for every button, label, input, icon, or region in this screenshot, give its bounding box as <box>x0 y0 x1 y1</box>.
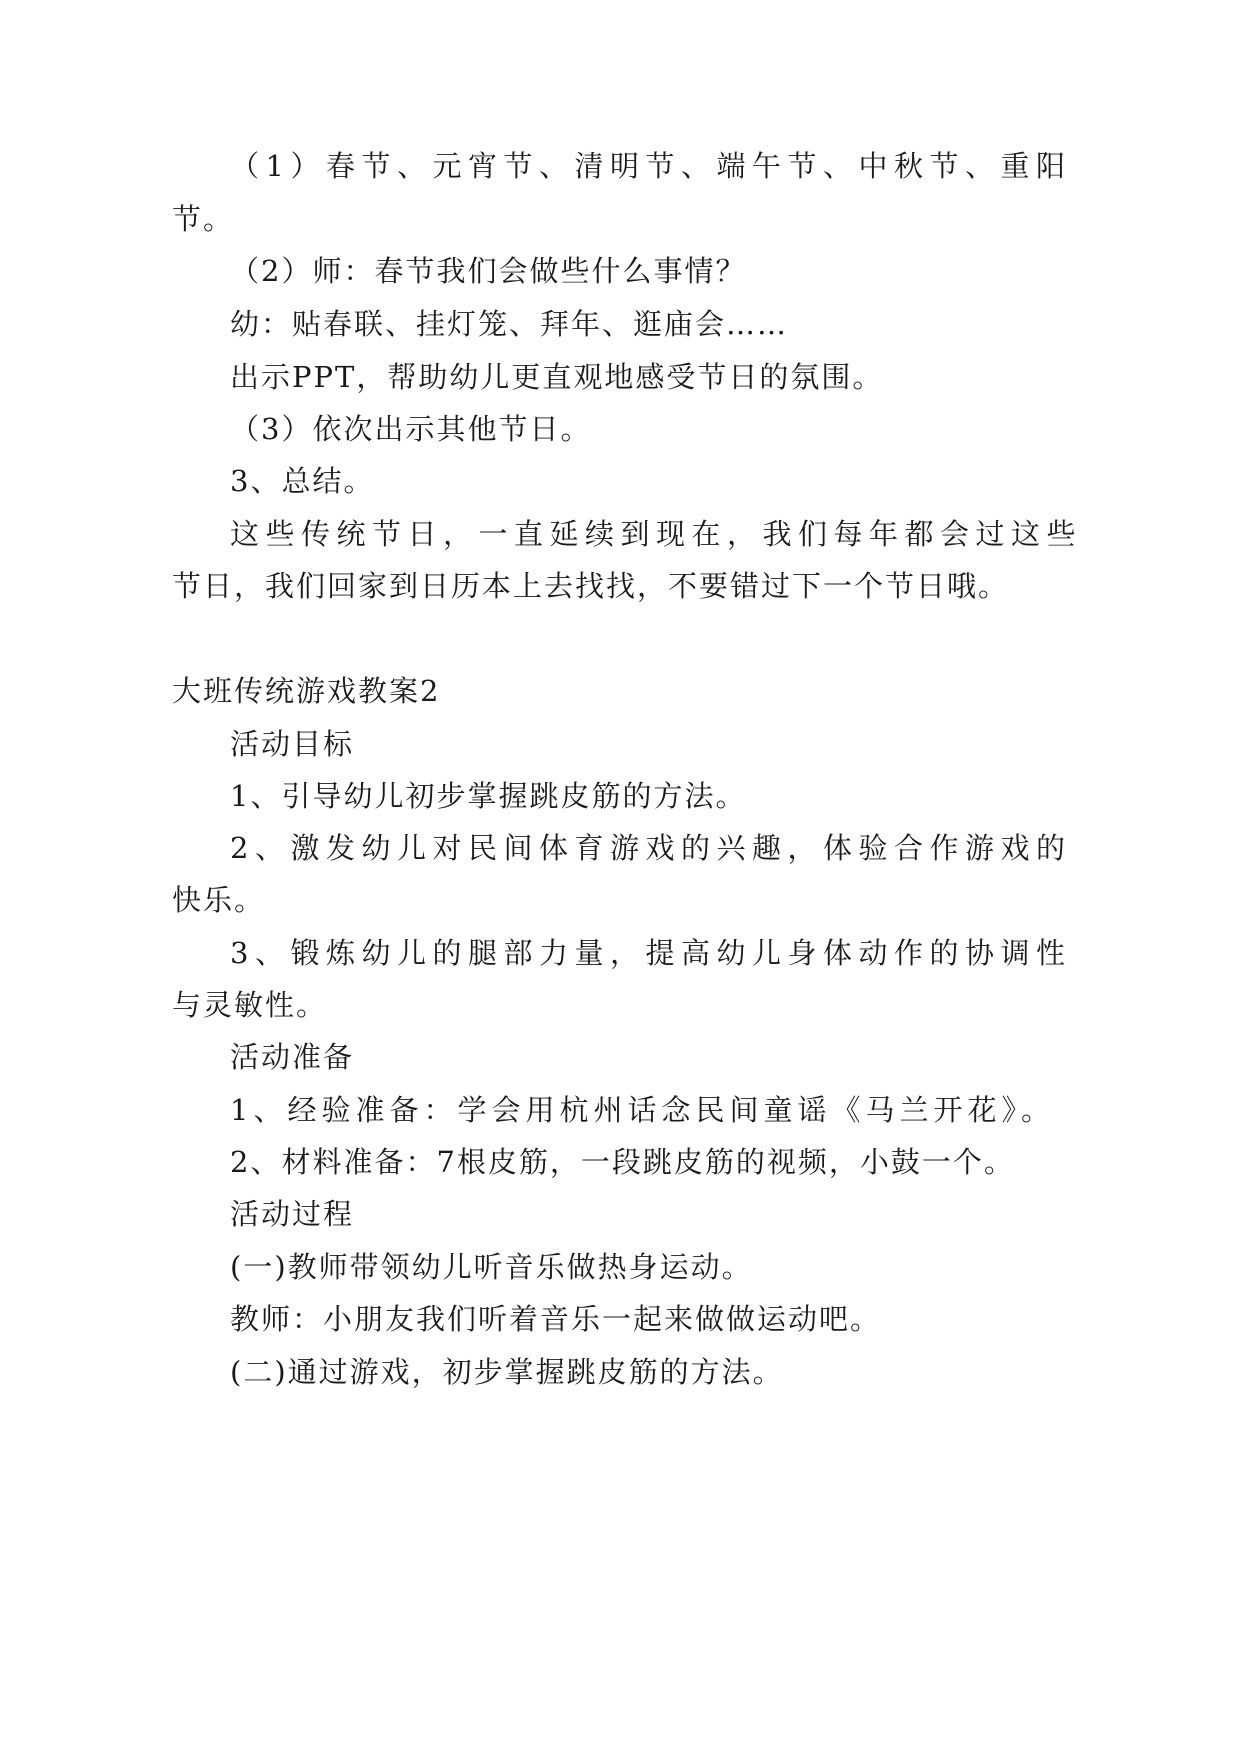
paragraph-line: 出示PPT，帮助幼儿更直观地感受节日的氛围。 <box>230 360 884 394</box>
paragraph-line: 2、材料准备：7根皮筋，一段跳皮筋的视频，小鼓一个。 <box>230 1145 1015 1179</box>
subheading: 活动准备 <box>230 1040 355 1074</box>
paragraph-line: （1）春节、元宵节、清明节、端午节、中秋节、重阳 <box>230 149 1072 183</box>
paragraph-line: 1、引导幼儿初步掌握跳皮筋的方法。 <box>230 779 747 813</box>
subheading: 活动过程 <box>230 1197 355 1231</box>
paragraph-line: (一)教师带领幼儿听音乐做热身运动。 <box>230 1250 753 1284</box>
paragraph-line: 与灵敏性。 <box>172 988 328 1022</box>
paragraph-line: 2、激发幼儿对民间体育游戏的兴趣，体验合作游戏的 <box>230 831 1072 865</box>
paragraph-line: 3、总结。 <box>230 464 375 498</box>
paragraph-line: 3、锻炼幼儿的腿部力量，提高幼儿身体动作的协调性 <box>230 936 1072 970</box>
subheading: 活动目标 <box>230 727 355 761</box>
paragraph-line: 1、经验准备：学会用杭州话念民间童谣《马兰开花》。 <box>230 1093 1055 1127</box>
paragraph-line: (二)通过游戏，初步掌握跳皮筋的方法。 <box>230 1355 784 1389</box>
paragraph-line: 教师：小朋友我们听着音乐一起来做做运动吧。 <box>230 1302 882 1336</box>
paragraph-line: 幼：贴春联、挂灯笼、拜年、逛庙会…… <box>230 307 789 341</box>
paragraph-line: （2）师：春节我们会做些什么事情？ <box>230 254 747 288</box>
paragraph-line: 节日，我们回家到日历本上去找找，不要错过下一个节日哦。 <box>172 569 1010 603</box>
section-title: 大班传统游戏教案2 <box>172 674 441 708</box>
paragraph-line: （3）依次出示其他节日。 <box>230 412 592 446</box>
paragraph-line: 节。 <box>172 202 235 236</box>
paragraph-line: 快乐。 <box>172 883 266 917</box>
paragraph-line: 这些传统节日，一直延续到现在，我们每年都会过这些 <box>230 517 1083 551</box>
